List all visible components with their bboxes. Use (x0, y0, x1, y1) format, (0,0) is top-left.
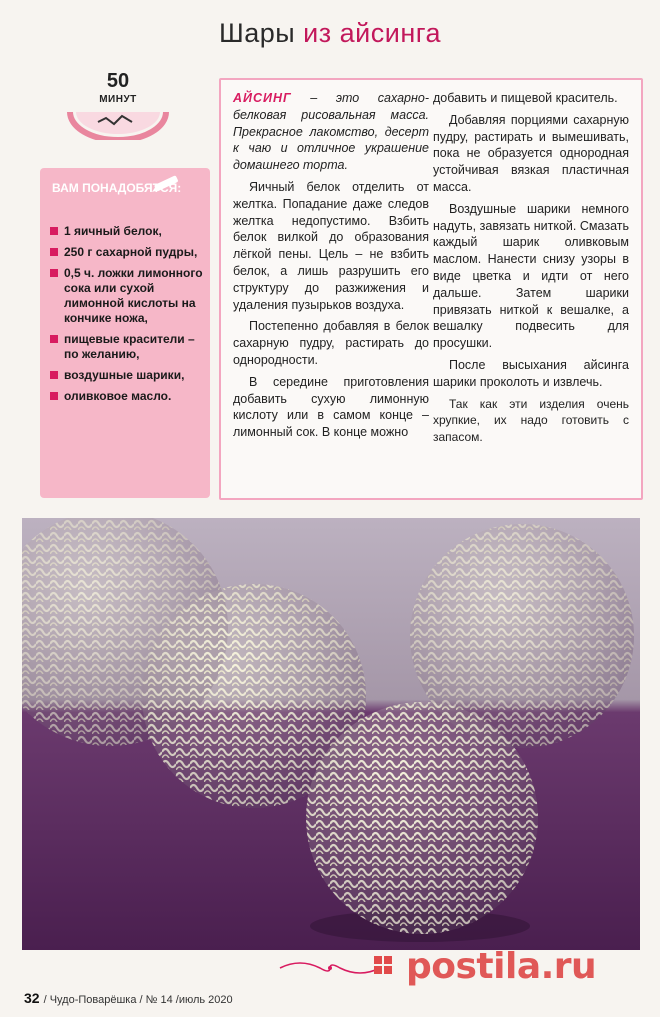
watermark-icon (370, 950, 402, 982)
paragraph: В середине приготовления добавить сухую лимонную кислоту или в самом конце – лимонный сок. В конце можно (233, 374, 429, 440)
ingredient-item: 250 г сахарной пудры, (48, 245, 206, 260)
time-unit: МИНУТ (99, 94, 137, 105)
time-badge (62, 68, 174, 140)
photo-icing-balls (22, 518, 640, 950)
recipe-text-frame (219, 78, 643, 500)
paragraph: Добавляя порциями сахарную пудру, растирать и вымешивать, пока не образуется однородная устойчивая вязкая пластичная масса. (433, 112, 629, 194)
icing-balls-image (22, 518, 640, 950)
paragraph: Так как эти изделия очень хрупкие, их надо готовить с запасом. (433, 396, 629, 445)
lead-word: АЙСИНГ (233, 91, 292, 105)
ingredient-item: воздушные шарики, (48, 368, 206, 383)
ingredient-item: пищевые красители – по желанию, (48, 332, 206, 362)
ingredients-heading: ВАМ ПОНАДОБЯТСЯ: (52, 181, 182, 195)
footer-text: / Чудо-Поварёшка / № 14 /июль 2020 (43, 994, 233, 1006)
paragraph: Яичный белок отделить от желтка. Попадание даже следов желтка недопустимо. Взбить белок вилкой до образования лёгкой пены. Цель – не взбить белок, а лишь разрушить его структуру до разжижения и удаления пузырьков воздуха. (233, 179, 429, 312)
ingredient-item: 1 яичный белок, (48, 224, 206, 239)
page-title (0, 18, 660, 49)
ingredients-list (48, 224, 206, 410)
paragraph-continued: добавить и пищевой краситель. (433, 91, 618, 105)
title-part1: Шары (218, 18, 304, 48)
ingredients-box (40, 168, 210, 498)
title-part2: из айсинга (303, 18, 441, 48)
time-number: 50 (106, 70, 130, 92)
lead-paragraph (233, 90, 429, 174)
paragraph: Постепенно добавляя в белок сахарную пудру, растирать до однородности. (233, 319, 429, 367)
ingredient-item: 0,5 ч. ложки лимонного сока или сухой лимонной кислоты на кончике ножа, (48, 266, 206, 326)
watermark-text: postila.ru (406, 946, 597, 987)
text-column-2 (433, 90, 629, 451)
paragraph: После высыхания айсинга шарики проколоть и извлечь. (433, 357, 629, 389)
lead-rest: – это сахарно-белковая рисовальная масса. Прекрасное лакомство, десерт к чаю и отличное украшение домашнего торта. (233, 91, 429, 173)
page-number: 32 (24, 990, 40, 1006)
ingredient-item: оливковое масло. (48, 389, 206, 404)
text-column-1 (233, 90, 429, 446)
paragraph: Воздушные шарики немного надуть, завязать ниткой. Смазать каждый шарик оливковым маслом. Нанести снизу узоры в виде цветка и идти от него дальше. Затем шарики привязать ниткой к вешалке, а вешалку подвесить для просушки. (433, 201, 629, 351)
page-footer (24, 990, 233, 1006)
